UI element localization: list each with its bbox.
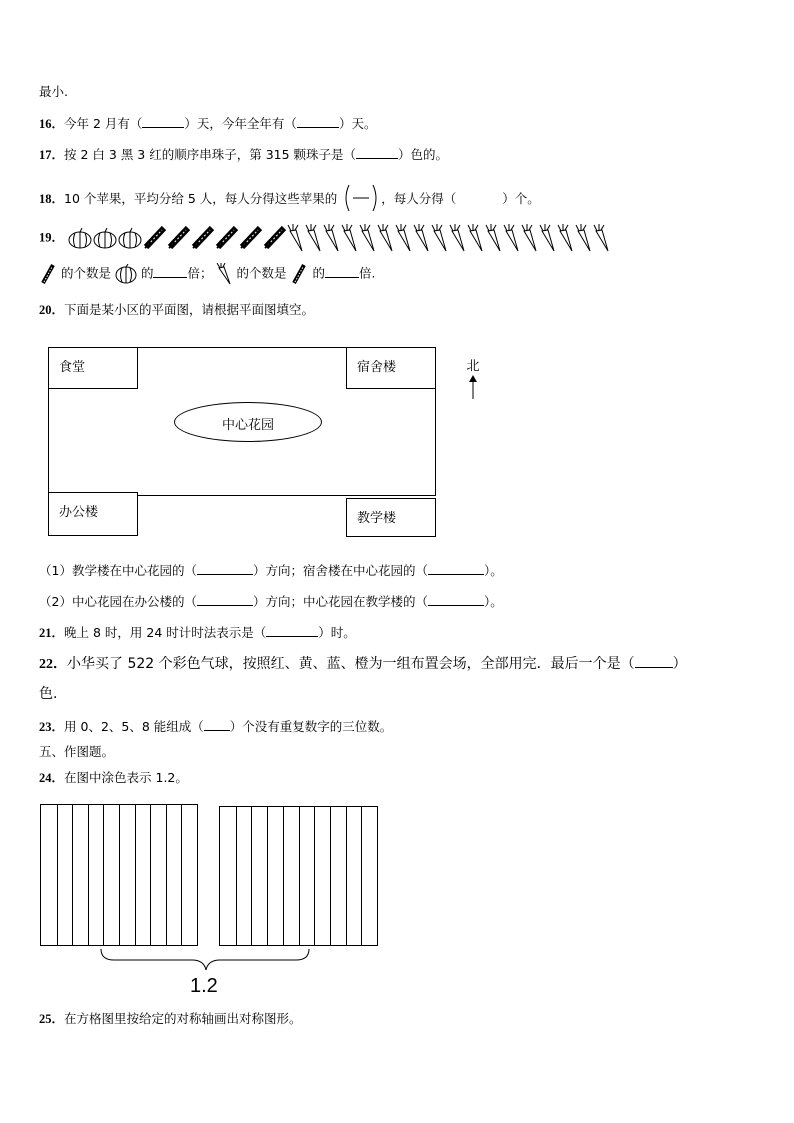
carrot-icon xyxy=(413,224,431,252)
carrot-icon xyxy=(287,224,305,252)
question-20: 20．下面是某小区的平面图，请根据平面图填空。 xyxy=(39,302,315,317)
carrot-icon xyxy=(503,224,521,252)
strip-divider xyxy=(251,807,252,945)
carrot-icon xyxy=(395,224,413,252)
corn-icon xyxy=(143,225,167,251)
strip-divider xyxy=(57,805,58,945)
pumpkin-icon xyxy=(118,226,143,250)
answer-blank[interactable] xyxy=(635,655,673,668)
carrot-icon xyxy=(431,224,449,252)
strip-divider xyxy=(361,807,362,945)
strip-divider xyxy=(267,807,268,945)
answer-blank[interactable] xyxy=(204,718,230,731)
carrot-icon xyxy=(539,224,557,252)
carrot-icon xyxy=(575,224,593,252)
carrot-icon xyxy=(449,224,467,252)
pumpkin-icon xyxy=(115,264,137,284)
fraction-blank-icon[interactable] xyxy=(341,183,381,213)
corn-icon xyxy=(39,264,57,284)
strip-divider xyxy=(166,805,167,945)
strip-divider xyxy=(181,805,182,945)
strip-divider xyxy=(330,807,331,945)
corn-icon xyxy=(263,225,287,251)
carrot-icon xyxy=(593,224,611,252)
carrot-icon xyxy=(216,263,232,285)
answer-blank[interactable] xyxy=(325,265,359,278)
office-box: 办公楼 xyxy=(48,492,138,536)
question-24: 24．在图中涂色表示 1.2。 xyxy=(39,770,188,785)
question-21: 21．晚上 8 时，用 24 时计时法表示是（ ）时。 xyxy=(39,625,356,640)
strip-divider xyxy=(72,805,73,945)
pumpkin-icon xyxy=(93,226,118,250)
answer-blank[interactable] xyxy=(428,562,484,575)
answer-blank[interactable] xyxy=(428,593,484,606)
question-20-1: （1）教学楼在中心花园的（ ）方向；宿舍楼在中心花园的（ ）。 xyxy=(39,563,503,578)
corn-icon xyxy=(290,264,308,284)
teaching-box: 教学楼 xyxy=(346,498,436,537)
question-19: 19． xyxy=(39,224,611,252)
question-22: 22．小华买了 522 个彩色气球，按照红、黄、蓝、橙为一组布置会场，全部用完．最后一个是（ ） xyxy=(39,656,687,672)
strip-divider xyxy=(103,805,104,945)
question-18: 18．10 个苹果，平均分给 5 人，每人分得这些苹果的 ，每人分得（ ）个。 xyxy=(39,183,540,213)
brace-icon xyxy=(100,948,310,972)
question-20-2: （2）中心花园在办公楼的（ ）方向；中心花园在教学楼的（ ）。 xyxy=(39,594,503,609)
answer-blank[interactable] xyxy=(153,265,187,278)
carrot-icon xyxy=(521,224,539,252)
answer-blank[interactable] xyxy=(197,593,253,606)
corn-icon xyxy=(215,225,239,251)
strip-divider xyxy=(150,805,151,945)
corn-icon xyxy=(191,225,215,251)
carrot-icon xyxy=(341,224,359,252)
strip-divider xyxy=(346,807,347,945)
north-arrow-icon xyxy=(463,374,483,400)
strip-divider xyxy=(314,807,315,945)
carrot-icon xyxy=(359,224,377,252)
question-17: 17．按 2 白 3 黑 3 红的顺序串珠子，第 315 颗珠子是（ ）色的。 xyxy=(39,147,449,162)
answer-blank[interactable] xyxy=(197,562,253,575)
carrot-icon xyxy=(485,224,503,252)
pumpkin-icon xyxy=(68,226,93,250)
canteen-box: 食堂 xyxy=(48,347,138,389)
answer-blank[interactable] xyxy=(266,624,318,637)
question-23: 23．用 0、2、5、8 能组成（ ）个没有重复数字的三位数。 xyxy=(39,719,393,734)
corn-icon xyxy=(239,225,263,251)
strip-divider xyxy=(283,807,284,945)
answer-blank[interactable] xyxy=(297,115,339,128)
north-indicator: 北 xyxy=(463,355,483,403)
section-five-heading: 五、作图题。 xyxy=(39,744,115,759)
decimal-bar-1[interactable] xyxy=(40,804,198,946)
carrot-icon xyxy=(377,224,395,252)
decimal-bar-2[interactable] xyxy=(219,806,378,946)
question-25: 25．在方格图里按给定的对称轴画出对称图形。 xyxy=(39,1011,302,1026)
carrot-icon xyxy=(557,224,575,252)
strip-divider xyxy=(119,805,120,945)
strip-divider xyxy=(88,805,89,945)
site-map xyxy=(48,347,436,526)
answer-blank[interactable] xyxy=(142,115,184,128)
picture-row xyxy=(68,230,611,245)
carrot-icon xyxy=(467,224,485,252)
strip-divider xyxy=(236,807,237,945)
continued-text: 最小. xyxy=(39,84,68,99)
answer-blank[interactable] xyxy=(356,146,398,159)
strip-divider xyxy=(135,805,136,945)
carrot-icon xyxy=(305,224,323,252)
question-16: 16．今年 2 月有（ ）天，今年全年有（ ）天。 xyxy=(39,116,377,131)
question-19-blanks: 的个数是 的 倍； 的个数是 的 倍. xyxy=(39,263,375,285)
corn-icon xyxy=(167,225,191,251)
garden-ellipse: 中心花园 xyxy=(174,402,322,442)
question-22-cont: 色. xyxy=(39,686,58,702)
strip-divider xyxy=(299,807,300,945)
brace-label: 1.2 xyxy=(190,975,218,997)
dorm-box: 宿舍楼 xyxy=(346,347,436,389)
carrot-icon xyxy=(323,224,341,252)
